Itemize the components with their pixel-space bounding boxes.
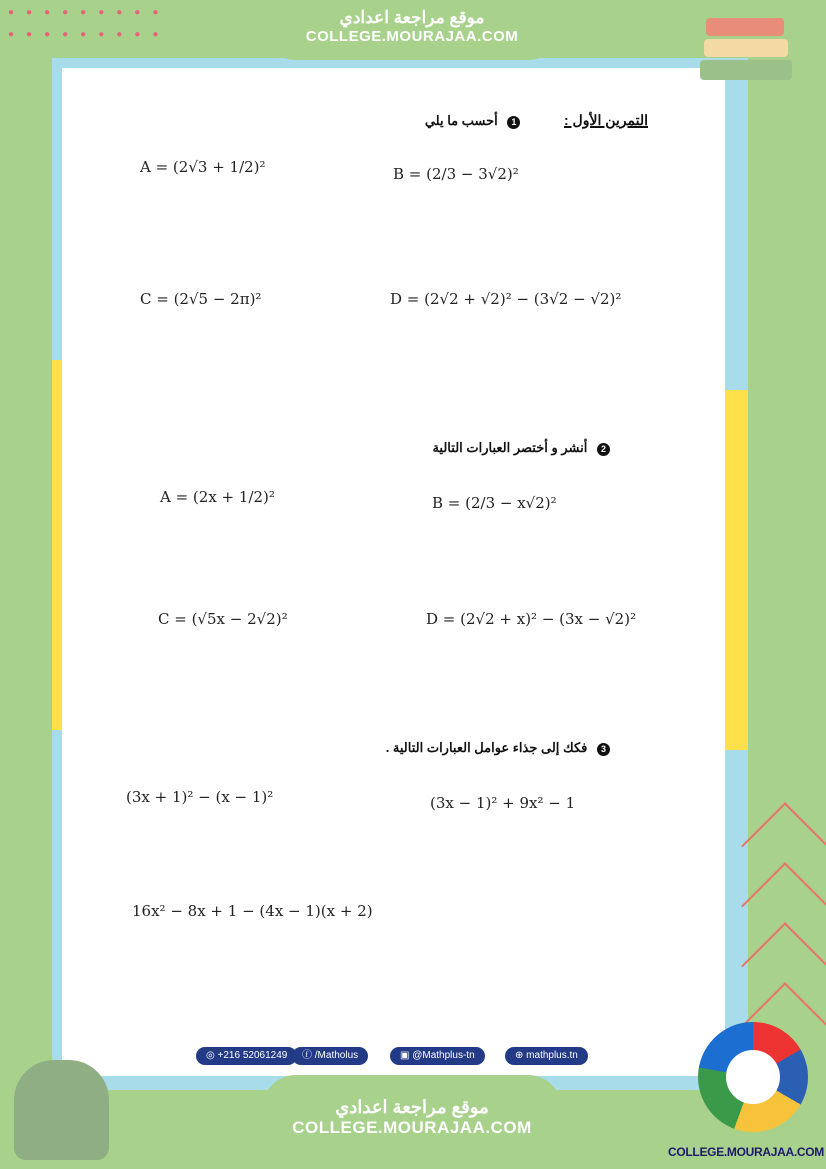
exercise-heading [425,112,648,129]
site-url[interactable]: COLLEGE.MOURAJAA.COM [305,28,519,45]
social-facebook[interactable]: ⓕ /Matholus [292,1047,368,1065]
expression: A = (2x + 1/2)² [160,488,275,506]
facebook-icon: ⓕ [302,1050,315,1061]
part-number: 3 [597,743,610,756]
site-url[interactable]: COLLEGE.MOURAJAA.COM [292,1118,532,1137]
social-website[interactable]: ⊕ mathplus.tn [505,1047,588,1065]
expression: B = (2/3 − 3√2)² [393,165,519,183]
books-illustration [700,14,800,90]
part-instruction: أحسب ما يلي [424,113,498,128]
part-heading [386,740,616,756]
expression: A = (2√3 + 1/2)² [140,158,266,176]
part-instruction: أنشر و أختصر العبارات التالية [432,440,588,455]
whatsapp-icon: ◎ [206,1050,218,1061]
social-youtube[interactable]: ▣ @Mathplus-tn [390,1047,485,1065]
part-instruction: فكك إلى جذاء عوامل العبارات التالية . [385,740,588,755]
expression: 16x² − 8x + 1 − (4x − 1)(x + 2) [132,902,373,920]
expression: C = (2√5 − 2π)² [140,290,262,308]
expression: (3x − 1)² + 9x² − 1 [430,794,576,812]
expression: D = (2√2 + √2)² − (3√2 − √2)² [390,290,622,308]
header-banner [262,0,562,60]
site-name-arabic: موقع مراجعة اعدادي [339,8,485,27]
expression: C = (√5x − 2√2)² [158,610,288,628]
worksheet-page [62,68,725,1076]
expression: B = (2/3 − x√2)² [432,494,557,512]
part-heading [432,440,616,456]
brand-text: COLLEGE.MOURAJAA.COM [668,1145,825,1159]
part-number: 2 [597,443,610,456]
expression: D = (2√2 + x)² − (3x − √2)² [426,610,637,628]
part-number: 1 [507,116,520,129]
decor-dots: ●●●●●●●●● ●●●●●●●●● [8,7,171,40]
globe-icon: ⊕ [515,1050,527,1061]
backpack-illustration [14,1060,109,1160]
social-whatsapp[interactable]: ◎ +216 52061249 [196,1047,297,1065]
site-name-arabic: موقع مراجعة اعدادي [335,1097,489,1117]
expression: (3x + 1)² − (x − 1)² [126,788,274,806]
subjects-wheel-logo [698,1022,808,1132]
exercise-title: التمرين الأول : [564,112,648,128]
decor-stripe [52,360,62,730]
decor-stripe [725,390,748,750]
footer-banner [262,1075,562,1169]
youtube-icon: ▣ [400,1050,413,1061]
